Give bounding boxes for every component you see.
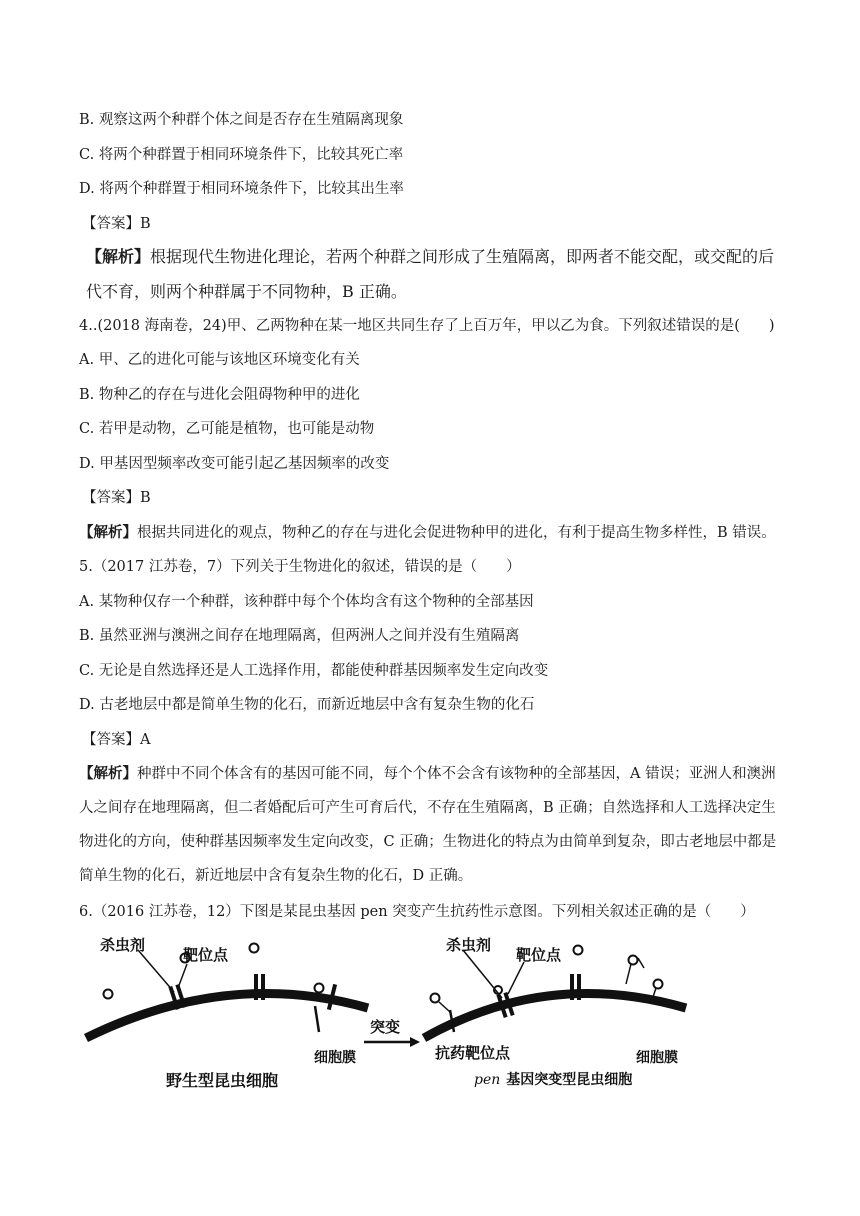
left-insecticide-4 (315, 984, 324, 993)
mutation-arrowhead (410, 1037, 420, 1047)
q3-analysis (86, 239, 786, 309)
q5-analysis-tag: 【解析】 (79, 766, 137, 782)
right-insecticide-leader (463, 950, 502, 998)
q4-answer: 【答案】B (82, 490, 151, 506)
left-target-label: 靶位点 (183, 946, 229, 964)
q4-analysis (79, 523, 776, 543)
right-insecticide-2 (574, 946, 583, 955)
q3-analysis-tag: 【解析】 (86, 247, 151, 266)
q5-option-a: A. 某物种仅存一个种群，该种群中每个个体均含有这个物种的全部基因 (79, 594, 534, 610)
left-channel-3 (254, 974, 258, 1000)
q4-analysis-tag: 【解析】 (79, 525, 137, 541)
right-stick-3 (626, 964, 631, 984)
left-membrane-label: 细胞膜 (314, 1050, 356, 1066)
arrow-label: 突变 (370, 1018, 401, 1036)
right-stick-3b (638, 958, 644, 968)
q3-option-c: C. 将两个种群置于相同环境条件下，比较其死亡率 (79, 147, 404, 163)
q5-option-b: B. 虽然亚洲与澳洲之间存在地理隔离，但两洲人之间并没有生殖隔离 (79, 628, 520, 644)
q4-analysis-text: 根据共同进化的观点，物种乙的存在与进化会促进物种甲的进化，有利于提高生物多样性，B 错误。 (137, 525, 776, 541)
q4-option-a: A. 甲、乙的进化可能与该地区环境变化有关 (79, 352, 360, 368)
right-insecticide-1 (431, 994, 440, 1003)
right-membrane-label: 细胞膜 (636, 1050, 678, 1066)
q5-stem: 5.（2017 江苏卷，7）下列关于生物进化的叙述，错误的是（ ） (79, 559, 521, 575)
q3-analysis-text: 根据现代生物进化理论，若两个种群之间形成了生殖隔离，即两者不能交配，或交配的后代不育，则两个种群属于不同物种，B 正确。 (86, 247, 775, 301)
left-target-leader (178, 964, 187, 988)
q3-option-b: B. 观察这两个种群个体之间是否存在生殖隔离现象 (79, 112, 404, 128)
right-caption-text: 基因突变型昆虫细胞 (506, 1072, 633, 1088)
left-insecticide-label: 杀虫剂 (100, 936, 146, 954)
right-caption (474, 1071, 632, 1088)
right-target-leader (508, 962, 524, 994)
right-membrane-arc (424, 993, 686, 1038)
right-resistant-label: 抗药靶位点 (435, 1044, 511, 1062)
q4-option-d: D. 甲基因型频率改变可能引起乙基因频率的改变 (79, 456, 390, 472)
left-insecticide-leader (138, 950, 174, 992)
right-insecticide-4 (654, 980, 663, 989)
left-channel-4 (261, 974, 265, 1000)
right-stick-1 (439, 1002, 450, 1012)
q3-option-d: D. 将两个种群置于相同环境条件下，比较其出生率 (79, 181, 404, 197)
left-caption: 野生型昆虫细胞 (166, 1071, 279, 1090)
right-target-label: 靶位点 (516, 946, 562, 964)
q4-option-b: B. 物种乙的存在与进化会阻碍物种甲的进化 (79, 387, 360, 403)
q6-stem: 6.（2016 江苏卷，12）下图是某昆虫基因 pen 突变产生抗药性示意图。下列相关叙述正确的是（ ） (79, 904, 755, 920)
q5-analysis-text: 种群中不同个体含有的基因可能不同，每个个体不会含有该物种的全部基因，A 错误；亚洲人和澳洲人之间存在地理隔离，但二者婚配后可产生可育后代，不存在生殖隔离，B 正确；自然选择和人工选择决定生物进化的方向，使种群基因频率发生定向改变，C 正确；生物进化的特点为由简单到复杂，即古老地层中都是简单生物的化石，新近地层中含有复杂生物的化石，D 正确。 (79, 766, 777, 884)
left-membrane-arc (86, 993, 368, 1038)
q3-answer: 【答案】B (82, 216, 151, 232)
pen-mutation-figure (78, 928, 698, 1098)
figure-svg (78, 928, 698, 1098)
q4-option-c: C. 若甲是动物，乙可能是植物，也可能是动物 (79, 421, 375, 437)
q4-stem: 4..(2018 海南卷，24)甲、乙两物种在某一地区共同生存了上百万年，甲以乙为食。下列叙述错误的是( ) (79, 318, 775, 334)
right-insecticide-3 (629, 956, 638, 965)
q5-analysis (79, 757, 784, 893)
q5-answer: 【答案】A (82, 732, 151, 748)
left-pointer (315, 1006, 319, 1032)
right-channel-3 (570, 974, 574, 1000)
q5-option-c: C. 无论是自然选择还是人工选择作用，都能使种群基因频率发生定向改变 (79, 663, 549, 679)
right-channel-4 (577, 974, 581, 1000)
right-caption-gene: pen (474, 1072, 501, 1088)
left-insecticide-3 (250, 944, 259, 953)
q5-option-d: D. 古老地层中都是简单生物的化石，而新近地层中含有复杂生物的化石 (79, 697, 535, 713)
left-insecticide-1 (104, 990, 113, 999)
right-insecticide-label: 杀虫剂 (446, 936, 492, 954)
